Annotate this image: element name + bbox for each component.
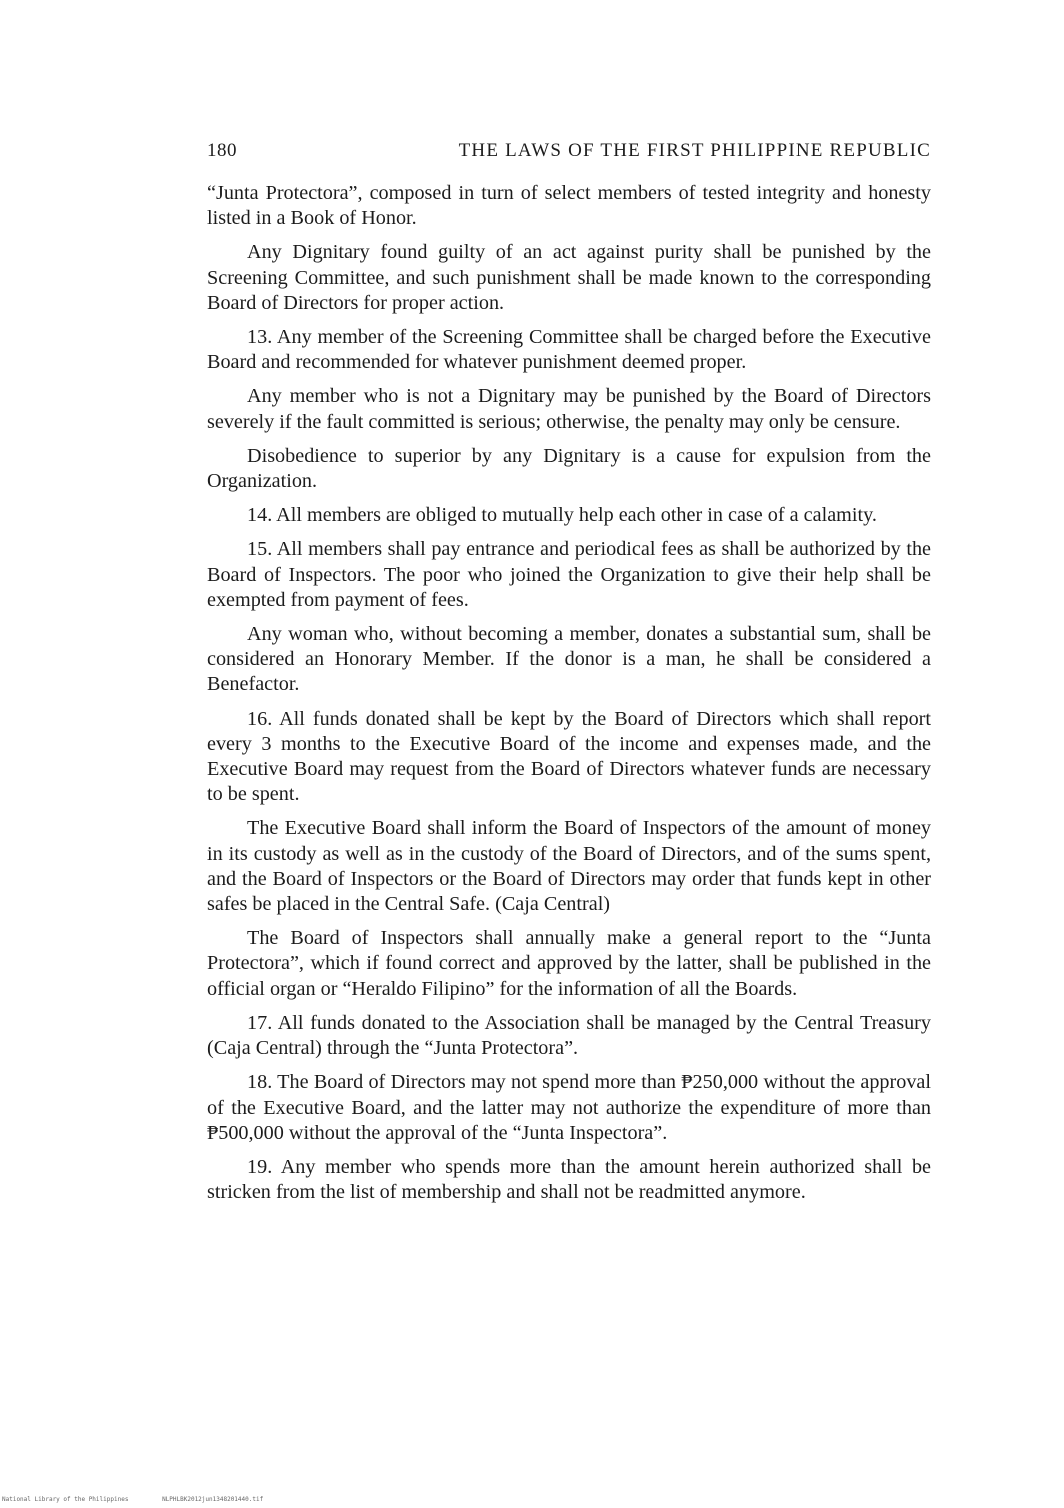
library-credit: National Library of the Philippines [2,1496,129,1503]
paragraph: 13. Any member of the Screening Committee shall be charged before the Executive Board and recommended for whatever punishment deemed proper. [207,326,931,374]
paragraph: Disobedience to superior by any Dignitary is a cause for expulsion from the Organization. [207,444,931,493]
paragraph: 16. All funds donated shall be kept by the Board of Directors which shall report every 3 months to the Executive Board of the income and expenses made, and the Executive Board may request from the Board of Directors whatever funds are necessary to be spent. [207,707,931,806]
file-id: NLPHLBK2012jun1348201440.tif [162,1496,264,1503]
paragraph: Any member who is not a Dignitary may be punished by the Board of Directors severely if the fault committed is serious; otherwise, the penalty may only be censure. [207,385,931,433]
paragraph: 15. All members shall pay entrance and periodical fees as shall be authorized by the Board of Inspectors. The poor who joined the Organization to give their help shall be exempted from payment of fees. [207,538,931,611]
page-body [207,181,931,1214]
paragraph: The Board of Inspectors shall annually make a general report to the “Junta Protectora”, which if found correct and approved by the latter, shall be published in the official organ or “Heraldo Filipino” for the information of all the Boards. [207,927,931,1000]
paragraph: The Executive Board shall inform the Board of Inspectors of the amount of money in its custody as well as in the custody of the Board of Directors, and of the sums spent, and the Board of Inspectors or the Board of Directors may order that funds kept in other safes be placed in the Central Safe. (Caja Central) [207,817,931,916]
paragraph: “Junta Protectora”, composed in turn of select members of tested integrity and honesty listed in a Book of Honor. [207,182,931,230]
running-header [207,140,931,166]
page-number: 180 [207,140,237,161]
paragraph: Any woman who, without becoming a member, donates a substantial sum, shall be considered an Honorary Member. If the donor is a man, he shall be considered a Benefactor. [207,623,931,696]
paragraph: 18. The Board of Directors may not spend more than ₱250,000 without the approval of the Executive Board, and the latter may not authorize the expenditure of more than ₱500,000 without the approval of the “Junta Inspectora”. [207,1071,931,1144]
paragraph: Any Dignitary found guilty of an act against purity shall be punished by the Screening Committee, and such punishment shall be made known to the corresponding Board of Directors for proper action. [207,241,931,314]
paragraph: 17. All funds donated to the Association shall be managed by the Central Treasury (Caja Central) through the “Junta Protectora”. [207,1011,931,1060]
paragraph: 19. Any member who spends more than the amount herein authorized shall be stricken from the list of membership and shall not be readmitted anymore. [207,1155,931,1204]
paragraph: 14. All members are obliged to mutually help each other in case of a calamity. [247,504,877,527]
scan-footer [2,1496,293,1503]
running-title: THE LAWS OF THE FIRST PHILIPPINE REPUBLIC [458,140,931,161]
